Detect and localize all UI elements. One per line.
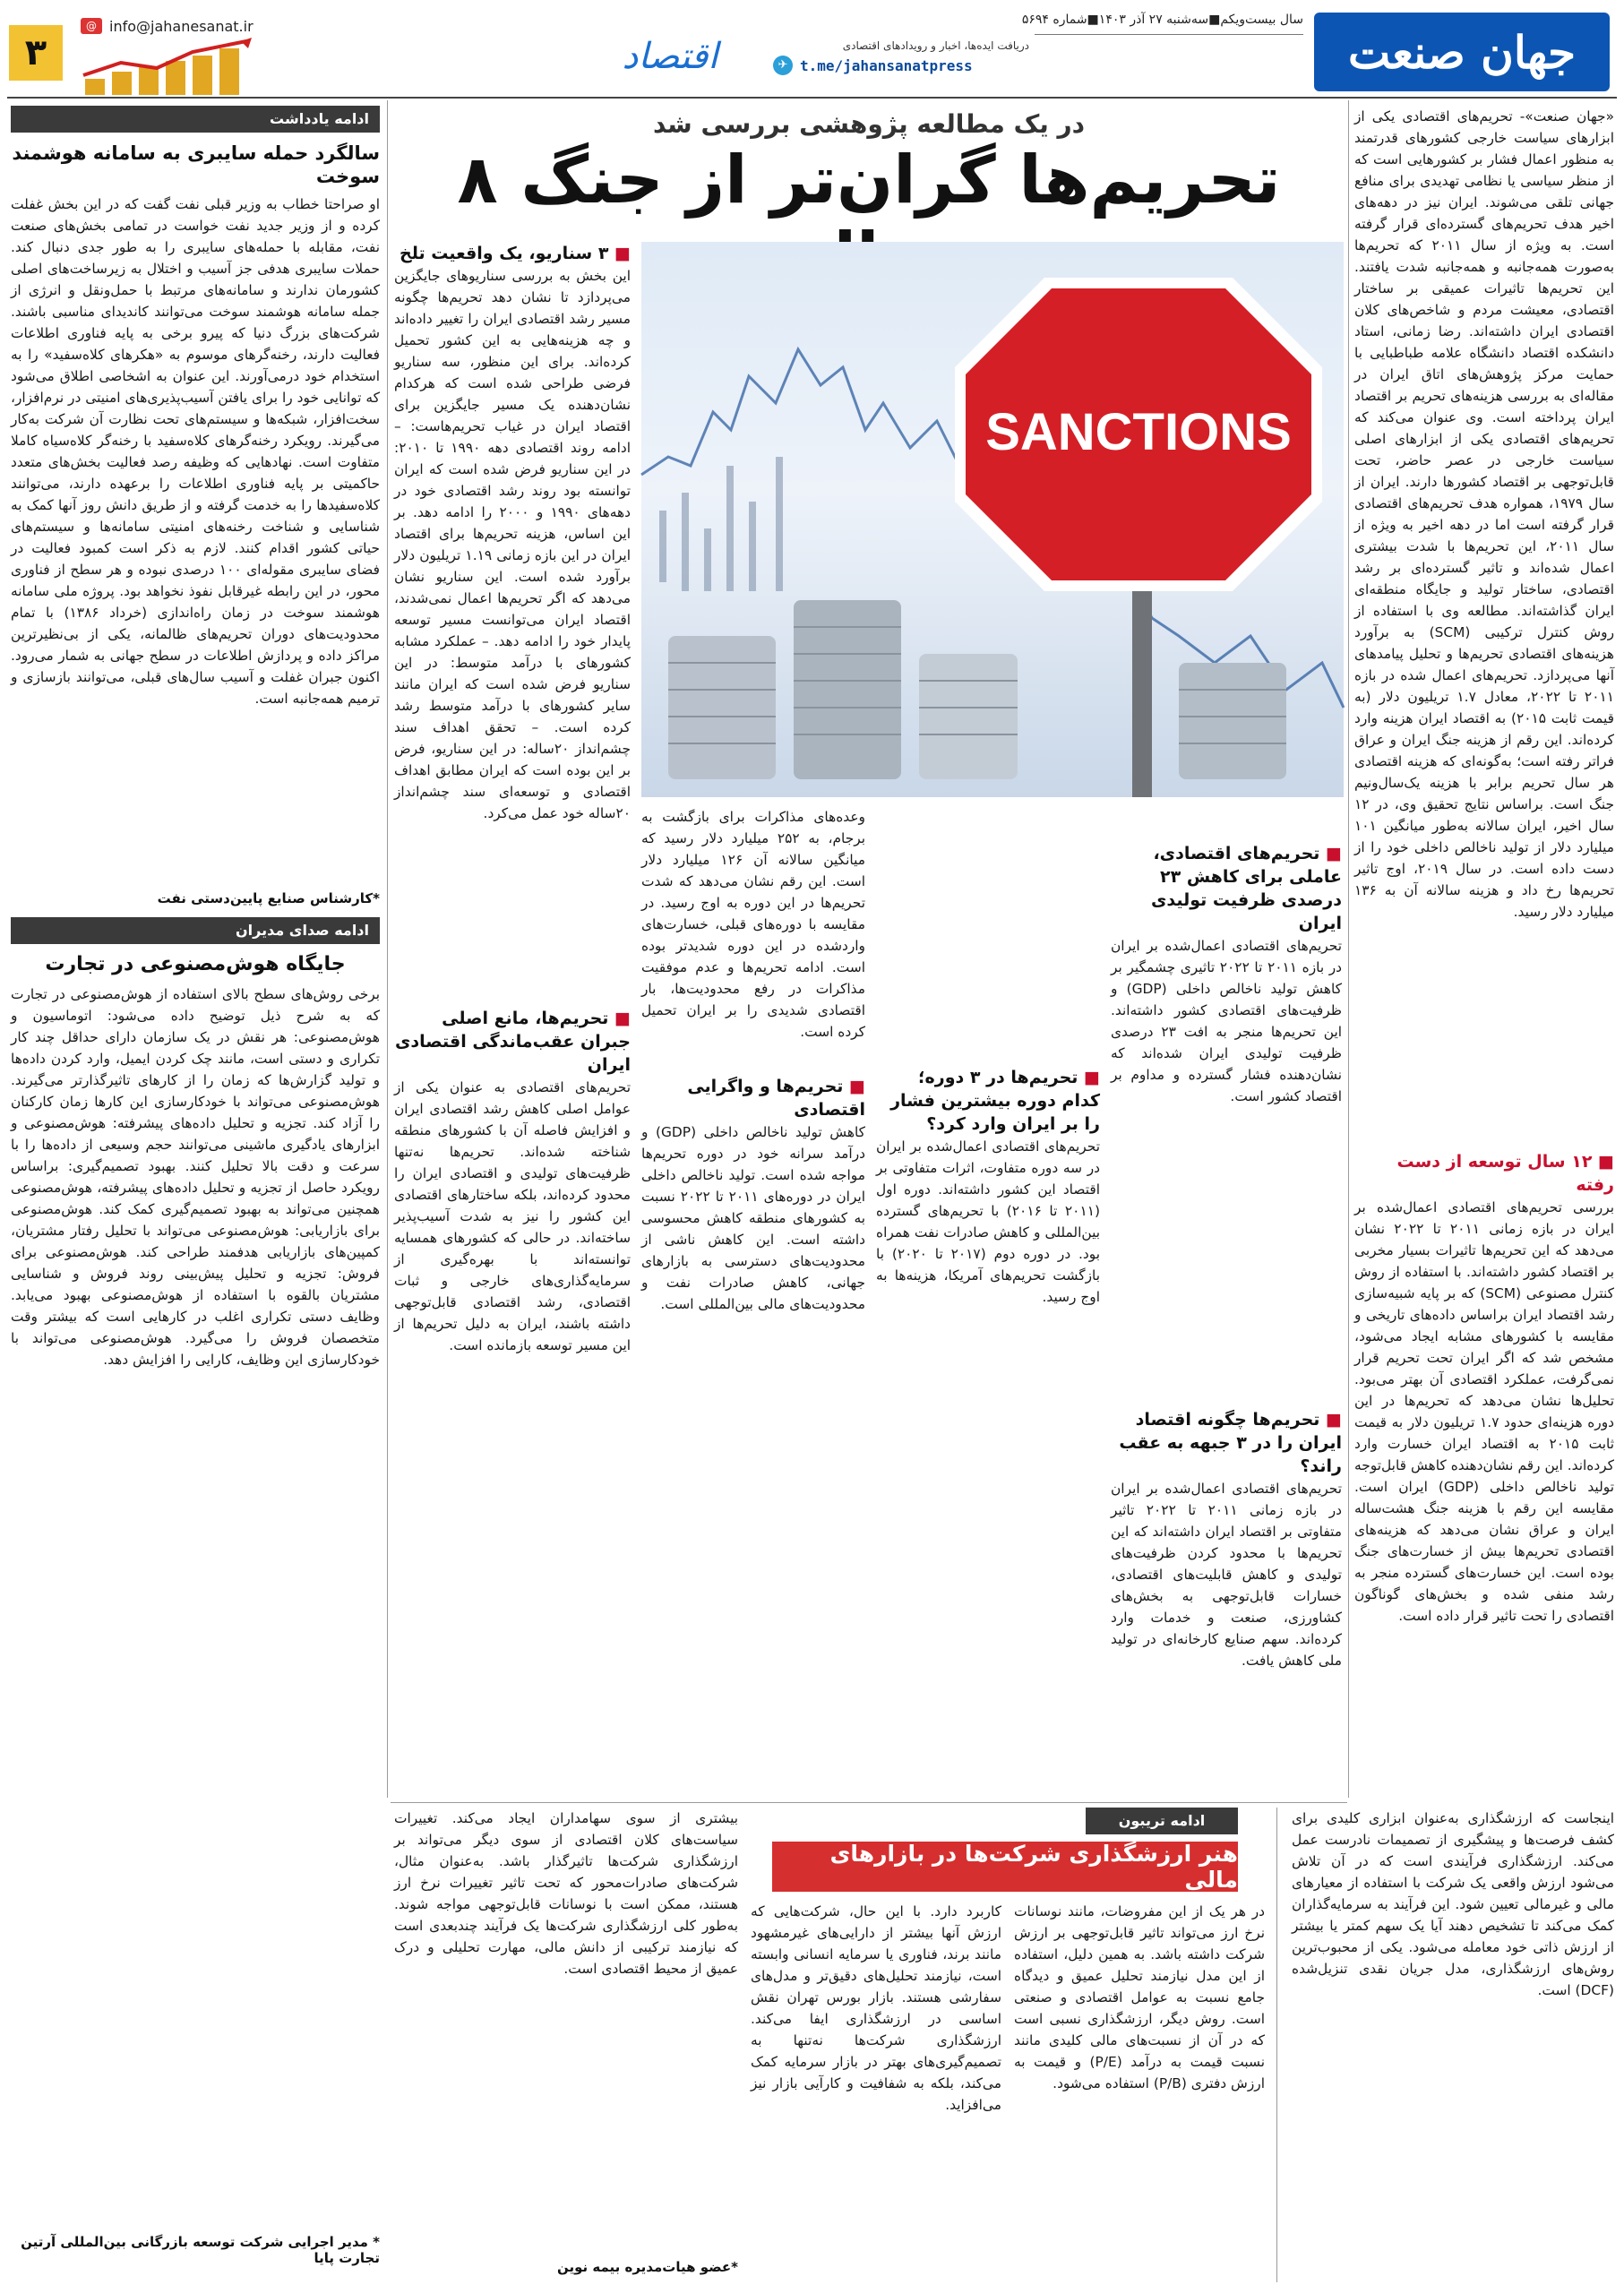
tribune-col-d: بیشتری از سوی سهامداران ایجاد می‌کند. تغییرات سیاست‌های کلان اقتصادی از سوی دیگر می‌تواند بر ارزشگذاری شرکت‌ها تاثیرگذار باشد. به‌عنوان مثال، شرکت‌های صادرات‌محور که تحت تاثیر تغییرات نرخ ارز هستند، ممکن است با نوسانات قابل‌توجهی مواجه شوند. به‌طور کلی ارزشگذاری شرکت‌ها یک فرآیند چندبعدی است که نیازمند ترکیبی از دانش مالی، مهارت تحلیلی و درک عمیق از محیط اقتصادی است.: [394, 1810, 738, 1977]
ai-headline: جایگاه هوش‌مصنوعی در تجارت: [45, 953, 346, 975]
sub-gdp: ■ تحریم‌های اقتصادی، عاملی برای کاهش ۲۳ درصدی ظرفیت تولیدی ایران: [1150, 844, 1342, 933]
page-number: ۳: [24, 32, 47, 73]
body-gdp: تحریم‌های اقتصادی اعمال‌شده بر ایران در بازه ۲۰۱۱ تا ۲۰۲۲ تاثیری چشمگیر بر کاهش تولید ناخالص داخلی (GDP) و ظرفیت‌های اقتصادی کشور داشته‌اند. این تحریم‌ها منجر به افت ۲۳ درصدی ظرفیت تولیدی ایران شده‌اند که نشان‌دهنده فشار گسترده و مداوم بر اقتصاد کشور است.: [1111, 938, 1343, 1104]
issue-info: سال بیست‌ویکم■سه‌شنبه ۲۷ آذر ۱۴۰۳■شماره ۵۶۹۴: [1021, 13, 1303, 27]
email-block: [81, 16, 421, 36]
masthead-logo: [1314, 13, 1610, 91]
sub-obstacle-text: تحریم‌ها، مانع اصلی جبران عقب‌ماندگی اقتصادی ایران: [394, 1009, 631, 1075]
logo-text: جهان صنعت: [1347, 25, 1577, 79]
middle-column-c: [1111, 806, 1342, 1791]
sub-3scen-text: ۳ سناریو، یک واقعیت تلخ: [400, 244, 609, 263]
body-12yr: بررسی تحریم‌های اقتصادی اعمال‌شده بر ایران در بازه زمانی ۲۰۱۱ تا ۲۰۲۲ نشان می‌دهد که این تحریم‌ها تاثیرات بسیار مخربی بر اقتصاد کشور داشته‌اند. با استفاده از روش کنترل مصنوعی (SCM) که بر پایه شبیه‌سازی رشد اقتصاد ایران براساس داده‌های تاریخی و مقایسه با کشورهای مشابه ایجاد می‌شود، مشخص شد که اگر ایران تحت تحریم قرار نمی‌گرفت، عملکرد اقتصادی آن بهتر می‌بود. تحلیل‌ها نشان می‌دهد که تحریم‌ها در این دوره هزینه‌ای حدود ۱.۷ تریلیون دلار به قیمت ثابت ۲۰۱۵ به اقتصاد ایران خسارت وارد کرده‌اند. این رقم نشان‌دهنده کاهش قابل‌توجه تولید ناخالص داخلی (GDP) ایران است. مقایسه این رقم با هزینه جنگ هشت‌ساله ایران و عراق نشان می‌دهد که هزینه‌های اقتصادی تحریم‌ها بیش از خسارت‌های جنگ بوده است. این خسارت‌های گسترده منجر به رشد منفی شده و بخش‌های گوناگون اقتصادی را تحت تاثیر قرار داده است.: [1354, 1199, 1615, 1624]
masthead: [0, 0, 1624, 100]
telegram-block[interactable]: [773, 39, 1033, 90]
tribune-col-b: در هر یک از این مفروضات، مانند نوسانات نرخ ارز می‌تواند تاثیر قابل‌توجهی بر ارزش شرکت داشته باشد. به همین دلیل، استفاده از این مدل نیازمند تحلیل عمیق و دیدگاه جامع نسبت به عوامل اقتصادی و صنعتی است. روش دیگر، ارزشگذاری نسبی است که در آن از نسبت‌های مالی کلیدی مانند نسبت قیمت به درآمد (P/E) و قیمت به ارزش دفتری (P/B) استفاده می‌شود.: [1014, 1903, 1265, 2091]
tribune-col-a: اینجاست که ارزشگذاری به‌عنوان ابزاری کلیدی برای کشف فرصت‌ها و پیشگیری از تصمیمات نادرست عمل می‌کند. ارزشگذاری فرآیندی است که در آن تلاش می‌شود ارزش واقعی یک شرکت با استفاده از معیارهای مالی و غیرمالی تعیین شود. این فرآیند به سرمایه‌گذاران کمک می‌کند تا تشخیص دهند آیا یک سهم کمتر یا بیشتر از ارزش ذاتی خود معامله می‌شود. یکی از محبوب‌ترین روش‌های ارزشگذاری، مدل جریان نقدی تنزیل‌شده (DCF) است.: [1292, 1810, 1614, 1998]
lead-kicker: در یک مطالعه پژوهشی بررسی شد: [652, 109, 1086, 139]
middle-column-a: [641, 806, 865, 1791]
telegram-handle[interactable]: t.me/jahansanatpress: [800, 56, 973, 74]
email-icon: @: [81, 18, 102, 34]
sub-12yr-text: ۱۲ سال توسعه از دست رفته: [1396, 1152, 1614, 1195]
email-text: info@jahanesanat.ir: [109, 17, 253, 35]
page-number-box: [9, 25, 63, 81]
sub-12yr: ■ ۱۲ سال توسعه از دست رفته: [1396, 1152, 1614, 1195]
section-title: اقتصاد: [622, 36, 718, 77]
sanctions-sign-text: SANCTIONS: [985, 403, 1292, 461]
tribune-bar: ادامه تریبون: [1086, 1808, 1238, 1834]
tribune-headline: هنر ارزشگذاری شرکت‌ها در بازارهای مالی: [829, 1841, 1238, 1893]
sub-obstacle: ■ تحریم‌ها، مانع اصلی جبران عقب‌ماندگی اقتصادی ایران: [394, 1009, 631, 1075]
sub-3trump: ■ تحریم‌ها در ۳ دوره؛ کدام دوره بیشترین فشار را بر ایران وارد کرد؟: [890, 1068, 1100, 1134]
tribune-headline-box: [772, 1842, 1238, 1892]
telegram-icon: ✈: [773, 56, 793, 75]
body-middle: وعده‌های مذاکرات برای بازگشت به برجام، به ۲۵۲ میلیارد دلار رسید که میانگین سالانه آن ۱۲۶ میلیارد دلار است. این رقم نشان می‌دهد که شدت تحریم‌ها در این دوره به اوج رسید. در مقایسه با دوره‌های قبلی، خسارت‌های واردشده در این دوره شدیدتر بوده است. ادامه تحریم‌ها و عدم موفقیت مذاکرات در رفع محدودیت‌ها، بار اقتصادی شدیدی را بر ایران تحمیل کرده است.: [641, 809, 866, 1040]
sanctions-illustration: [641, 242, 1344, 797]
section-bar-note: ادامه یادداشت: [11, 106, 380, 133]
sanctions-image: [641, 242, 1344, 797]
tribune-signature: *عضو هیات‌مدیره بیمه نوین: [556, 2259, 738, 2275]
tribune-col-c: کاربرد دارد. با این حال، شرکت‌هایی که ارزش آنها بیشتر از دارایی‌های غیرمشهود مانند برند، فناوری یا سرمایه انسانی وابسته است، نیازمند تحلیل‌های دقیق‌تر و مدل‌های سفارشی هستند. بازار بورس تهران نقش اساسی در ارزشگذاری ایفا می‌کند. ارزشگذاری شرکت‌ها نه‌تنها به تصمیم‌گیری‌های بهتر در بازار سرمایه کمک می‌کند، بلکه به شفافیت و کارآیی بازار نیز می‌افزاید.: [751, 1903, 1001, 2113]
scenario-column: [394, 242, 631, 1800]
body-3scen: این بخش به بررسی سناریوهای جایگزین می‌پردازد تا نشان دهد تحریم‌ها چگونه مسیر رشد اقتصادی ایران را تغییر داده‌اند و چه هزینه‌هایی به این کشور تحمیل کرده‌اند. برای این منظور، سه سناریو فرضی طراحی شده است که هرکدام نشان‌دهنده یک مسیر جایگزین برای اقتصاد ایران در غیاب تحریم‌هاست: – ادامه روند اقتصادی دهه ۱۹۹۰ تا ۲۰۱۰: در این سناریو فرض شده است که ایران توانسته بود روند رشد اقتصادی خود در دهه‌های ۱۹۹۰ و ۲۰۰۰ را ادامه دهد. بر این اساس، هزینه تحریم‌ها برای اقتصاد ایران در این بازه زمانی ۱.۱۹ تریلیون دلار برآورد شده است. این سناریو نشان می‌دهد که اگر تحریم‌ها اعمال نمی‌شدند، اقتصاد ایران می‌توانست مسیر توسعه پایدار خود را ادامه دهد. – عملکرد مشابه کشورهای با درآمد متوسط: در این سناریو فرض شده است که ایران مانند سایر کشورهای با درآمد متوسط رشد کرده است. – تحقق اهداف سند چشم‌انداز ۲۰ساله: در این سناریو، فرض بر این بوده است که ایران مطابق اهداف اقتصادی و توسعه‌ای سند چشم‌انداز ۲۰ساله خود عمل می‌کرد.: [394, 268, 631, 821]
growth-chart-icon: [76, 36, 291, 97]
ai-body: برخی روش‌های سطح بالای استفاده از هوش‌مصنوعی در تجارت که به شرح ذیل توضیح داده می‌شود: اتوماسیون و هوش‌مصنوعی: هر نقش در یک سازمان دارای حداقل چند کار تکراری و دستی است، مانند چک کردن ایمیل، وارد کردن داده‌ها و تولید گزارش‌ها که زمان را از کارهای تاثیرگذارتر می‌گیرند. هوش‌مصنوعی می‌تواند با خودکارسازی این کارها زمان کارکنان را آزاد کند. تجزیه و تحلیل داده‌های پیشرفته: هوش‌مصنوعی و ابزارهای یادگیری ماشینی می‌توانند حجم وسیعی از داده‌ها را با سرعت و دقت بالا تحلیل کنند. بهبود تصمیم‌گیری: براساس رویکرد حاصل از تجزیه و تحلیل داده‌های پیشرفته، هوش‌مصنوعی همچنین می‌تواند به بهبود تصمیم‌گیری کمک کند. هوش‌مصنوعی برای بازاریابی: هوش‌مصنوعی می‌تواند با تحلیل رفتار مشتریان، کمپین‌های بازاریابی هدفمند طراحی کند. هوش‌مصنوعی برای فروش: تجزیه و تحلیل پیش‌بینی روند فروش و شناسایی مشتریان بالقوه با استفاده از هوش‌مصنوعی بهبود می‌یابد. وظایف دستی تکراری اغلب در کارهایی است که بیشتر وقت متخصصان فروش را می‌گیرد. هوش‌مصنوعی می‌تواند با خودکارسازی این وظایف، کارایی را افزایش دهد.: [11, 986, 380, 1368]
intro-body: «جهان صنعت»- تحریم‌های اقتصادی یکی از ابزارهای سیاست خارجی کشورهای قدرتمند به منظور اعمال فشار بر کشورهایی است که از منظر سیاسی یا نظامی تهدیدی برای منافع جهانی تلقی می‌شوند. ایران نیز در دهه‌های اخیر هدف تحریم‌های گسترده‌ای قرار گرفته است. به ویژه از سال ۲۰۱۱ که تحریم‌ها به‌صورت همه‌جانبه و همه‌جانبه شدت یافتند. این تحریم‌ها تاثیرات عمیقی بر ساختار اقتصادی، معیشت مردم و شاخص‌های کلان اقتصادی ایران داشته‌اند. رضا زمانی، استاد دانشکده اقتصاد دانشگاه علامه طباطبایی با حمایت مرکز پژوهش‌های اتاق ایران در مقاله‌ای به بررسی هزینه‌های تحریم بر اقتصاد ایران پرداخته است. وی عنوان می‌کند که تحریم‌های اقتصادی یکی از ابزارهای اصلی سیاست خارجی در عصر حاضر، تحت قابل‌توجهی بر اقتصاد کشورها دارند. ایران از سال ۱۹۷۹، همواره هدف تحریم‌های اقتصادی قرار گرفته است اما در دهه اخیر به ویژه از سال ۲۰۱۱، این تحریم‌ها با شدت بیشتری اعمال شده‌اند و تاثیر گسترده‌ای بر رشد اقتصادی، ساختار تولید و جایگاه منطقه‌ای ایران گذاشته‌اند. مطالعه وی با استفاده از روش کنترل ترکیبی (SCM) به برآورد هزینه‌های اقتصادی تحریم‌ها و تحلیل پیامدهای آنها می‌پردازد. تحریم‌های اعمال شده در بازه ۲۰۱۱ تا ۲۰۲۲، معادل ۱.۷ تریلیون دلار (به قیمت ثابت ۲۰۱۵) به اقتصاد ایران هزینه وارد کرده‌اند. این رقم از هزینه جنگ ایران و عراق فراتر رفته است؛ به‌گونه‌ای که هزینه اقتصادی هر سال تحریم برابر با هزینه یک‌سال‌ونیم جنگ است. براساس نتایج تحقیق وی، در ۱۲ سال اخیر، ایران سالانه به‌طور میانگین ۱۰۱ میلیارد دلار از تولید ناخالص داخلی خود را از دست داده است. در سال ۲۰۱۹، اوج تاثیر تحریم‌ها رخ داد و هزینه سالانه آن به ۱۳۶ میلیارد دلار رسید.: [1354, 108, 1615, 920]
right-column: [1354, 106, 1614, 1797]
body-rank: تحریم‌های اقتصادی اعمال‌شده بر ایران در بازه زمانی ۲۰۱۱ تا ۲۰۲۲ تاثیر متفاوتی بر اقتصاد ایران داشته‌اند که این تحریم‌ها با محدود کردن ظرفیت‌های تولیدی و کاهش قابلیت‌های اقتصادی، خسارات قابل‌توجهی به بخش‌های کشاورزی، صنعت و خدمات وارد کرده‌اند. سهم صنایع کارخانه‌ای در تولید ملی کاهش یافت.: [1111, 1481, 1342, 1669]
note-signature: *کارشناس صنایع پایین‌دستی نفت: [157, 890, 380, 906]
left-column: [11, 106, 380, 2284]
note-body: او صراحتا خطاب به وزیر قبلی نفت گفت که در این بخش غفلت کرده و از وزیر جدید نفت خواست در تمامی بخش‌های صنعت نفت، مقابله با حمله‌های سایبری را به طور جدی دنبال کند. حملات سایبری هدفی جز آسیب و اختلال به زیرساخت‌های اصلی کشورمان ندارند و سامانه‌های مرتبط با حمل‌ونقل و انرژی از جمله سامانه هوشمند سوخت می‌توانند کاندیدای مناسبی باشند. شرکت‌های بزرگ دنیا که پیرو برخی به پایه فناوری اطلاعات فعالیت دارند، رخنه‌گرهای موسوم به «هکرهای کلاه‌سفید» را به استخدام خود درمی‌آورند. این عنوان به اشخاصی اطلاق می‌شود که توانایی خود را برای یافتن آسیب‌پذیری‌های امنیتی در نرم‌افزار، سخت‌افزار، شبکه‌ها و سیستم‌های تحت نظارت آن شرکت به‌کار می‌گیرند. رویکرد رخنه‌گرهای کلاه‌سفید با رخنه‌گر کلاه‌سیاه کاملا متفاوت است. نهادهایی که وظیفه رصد فعالیت بخش‌های متعدد حاکمیتی بر پایه فناوری اطلاعات را برعهده دارند، می‌توانند کلاه‌سفیدها را به خدمت گرفته و از طریق دانش روز آنها کمک به شناسایی و شناخت رخنه‌های امنیتی سامانه‌ها و سیستم‌های حیاتی کشور اقدام کنند. لازم به ذکر است کمبود فعالیت در فضای سایبری مقوله‌ای ۱۰۰ درصدی نبوده و هر سطح از فناوری محور، در این رابطه غیرقابل نفوذ نخواهد بود. پروژه ملی سامانه هوشمند سوخت در زمان راه‌اندازی (خرداد ۱۳۸۶) با تمام محدودیت‌های دوران تحریم‌های ظالمانه، یکی از بی‌نظیرترین مراکز داده و پردازش اطلاعات در سطح جهانی به شمار می‌رود. اکنون جبران غفلت و آسیب سال‌های قبلی، می‌توانند بازسازی و ترمیم همه‌جانبه است.: [11, 196, 380, 707]
sub-war: ■ تحریم‌ها و واگرایی اقتصادی: [687, 1077, 865, 1120]
ai-signature: * مدیر اجرایی شرکت توسعه بازرگانی بین‌المللی آرتین تجارت پایا: [21, 2234, 380, 2266]
sub-rank: ■ تحریم‌ها چگونه اقتصاد ایران را در ۳ جبهه به عقب راند؟: [1119, 1410, 1342, 1476]
telegram-caption: دریافت ایده‌ها، اخبار و رویدادهای اقتصادی: [842, 39, 1029, 52]
body-war: کاهش تولید ناخالص داخلی (GDP) و درآمد سرانه خود در دوره تحریم‌ها مواجه شده است. تولید ناخالص داخلی ایران در دوره‌های ۲۰۱۱ تا ۲۰۲۲ نسبت به کشورهای منطقه کاهش محسوسی داشته است. این کاهش ناشی از محدودیت‌های دسترسی به بازارهای جهانی، کاهش صادرات نفت و محدودیت‌های مالی بین‌المللی است.: [641, 1124, 865, 1312]
middle-column-b: [876, 806, 1100, 1791]
body-3trump: تحریم‌های اقتصادی اعمال‌شده بر ایران در سه دوره متفاوت، اثرات متفاوتی بر اقتصاد این کشور داشته‌اند. دوره اول (۲۰۱۱ تا ۲۰۱۶) با تحریم‌های گسترده بین‌المللی و کاهش صادرات نفت همراه بود. در دوره دوم (۲۰۱۷ تا ۲۰۲۰) با بازگشت تحریم‌های آمریکا، هزینه‌ها به اوج رسید.: [876, 1138, 1101, 1305]
section-bar-managers: ادامه صدای مدیران: [11, 917, 380, 944]
note-headline: سالگرد حمله سایبری به سامانه هوشمند سوخت: [12, 142, 380, 187]
sub-gdp-text: تحریم‌های اقتصادی، عاملی برای کاهش ۲۳ درصدی ظرفیت تولیدی ایران: [1150, 844, 1342, 933]
tribune-section: [394, 1808, 1614, 2288]
sub-3trump-text: تحریم‌ها در ۳ دوره؛ کدام دوره بیشترین فشار را بر ایران وارد کرد؟: [890, 1068, 1100, 1134]
lead-headline: تحریم‌ها گران‌تر از جنگ ۸: [457, 142, 1281, 219]
body-obstacle: تحریم‌های اقتصادی به عنوان یکی از عوامل اصلی کاهش رشد اقتصادی ایران و افزایش فاصله آن با کشورهای منطقه شناخته شده‌اند. تحریم‌ها نه‌تنها ظرفیت‌های تولیدی و اقتصادی ایران را محدود کرده‌اند، بلکه ساختارهای اقتصادی این کشور را نیز به شدت آسیب‌پذیر ساخته‌اند. در حالی که کشورهای همسایه توانسته‌اند با بهره‌گیری از سرمایه‌گذاری‌های خارجی و ثبات اقتصادی، رشد اقتصادی قابل‌توجهی داشته باشند، ایران به دلیل تحریم‌ها از این مسیر توسعه بازمانده است.: [394, 1079, 631, 1353]
sub-war-text: تحریم‌ها و واگرایی اقتصادی: [687, 1077, 865, 1120]
sub-3scen: ■ ۳ سناریو، یک واقعیت تلخ: [400, 244, 631, 263]
sub-rank-text: تحریم‌ها چگونه اقتصاد ایران را در ۳ جبهه به عقب راند؟: [1119, 1410, 1342, 1476]
